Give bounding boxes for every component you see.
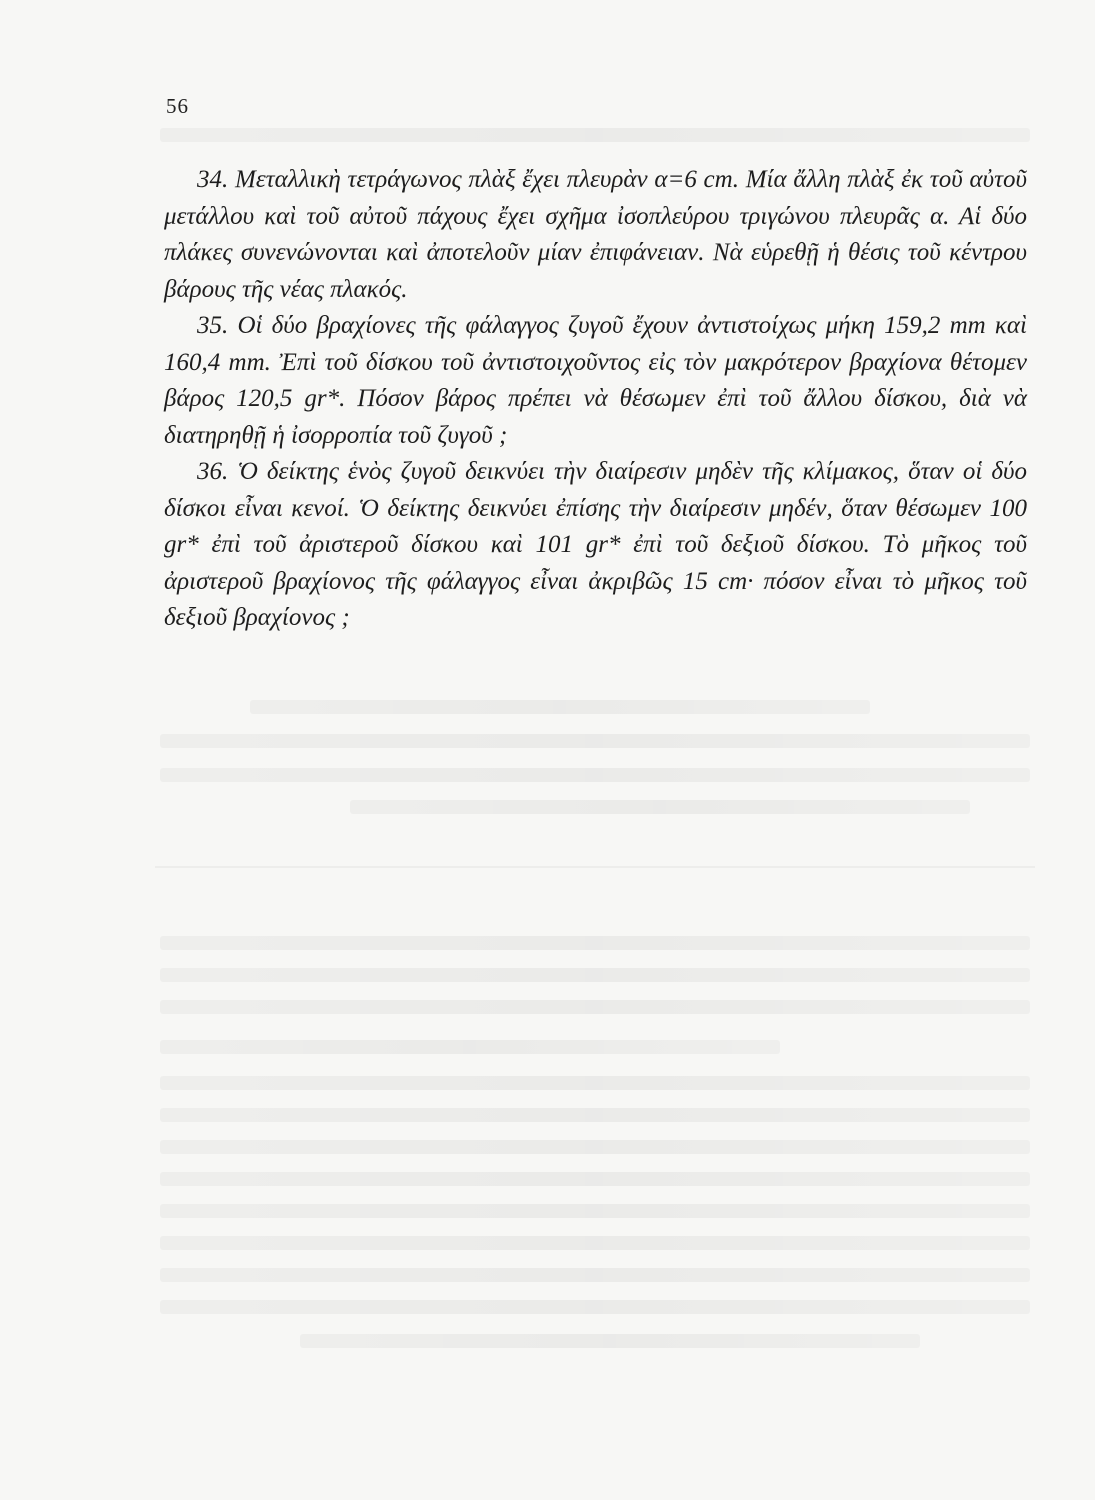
- problem-35: [164, 308, 1027, 454]
- show-through-line: [160, 1108, 1030, 1122]
- show-through-line: [350, 800, 970, 814]
- problem-number: 36.: [197, 458, 229, 485]
- problem-number: 34.: [197, 166, 229, 193]
- show-through-line: [160, 968, 1030, 982]
- problem-number: 35.: [197, 312, 229, 339]
- problem-36: [164, 454, 1027, 637]
- page-number: 56: [166, 94, 189, 118]
- show-through-line: [160, 1076, 1030, 1090]
- show-through-line: [300, 1334, 920, 1348]
- show-through-line: [160, 1040, 780, 1054]
- problem-text: Μεταλλικὴ τετράγωνος πλὰξ ἔχει πλευρὰν α=6 cm. Μία ἄλλη πλὰξ ἐκ τοῦ αὐτοῦ μετάλλου καὶ τοῦ αὐτοῦ πάχους ἔχει σχῆμα ἰσοπλεύρου τριγώνου πλευρᾶς α. Αἱ δύο πλάκες συνενώνονται καὶ ἀποτελοῦν μίαν ἐπιφάνειαν. Νὰ εὑρεθῇ ἡ θέσις τοῦ κέντρου βάρους τῆς νέας πλακός.: [164, 166, 1027, 303]
- show-through-line: [160, 1172, 1030, 1186]
- show-through-line: [160, 1300, 1030, 1314]
- show-through-line: [160, 1000, 1030, 1014]
- show-through-line: [160, 128, 1030, 142]
- show-through-line: [250, 700, 870, 714]
- problem-text: Ὁ δείκτης ἑνὸς ζυγοῦ δεικνύει τὴν διαίρεσιν μηδὲν τῆς κλίμακος, ὅταν οἱ δύο δίσκοι εἶναι κενοί. Ὁ δείκτης δεικνύει ἐπίσης τὴν διαίρεσιν μηδέν, ὅταν θέσωμεν 100 gr* ἐπὶ τοῦ ἀριστεροῦ δίσκου καὶ 101 gr* ἐπὶ τοῦ δεξιοῦ δίσκου. Τὸ μῆκος τοῦ ἀριστεροῦ βραχίονος τῆς φάλαγγος εἶναι ἀκριβῶς 15 cm· πόσον εἶναι τὸ μῆκος τοῦ δεξιοῦ βραχίονος ;: [164, 458, 1027, 631]
- show-through-line: [160, 1140, 1030, 1154]
- show-through-line: [160, 936, 1030, 950]
- problem-list: [164, 162, 1027, 637]
- show-through-line: [160, 768, 1030, 782]
- problem-34: [164, 162, 1027, 308]
- show-through-line: [160, 1268, 1030, 1282]
- show-through-line: [160, 1204, 1030, 1218]
- show-through-line: [160, 1236, 1030, 1250]
- show-through-line: [160, 734, 1030, 748]
- show-through-rule: [155, 866, 1035, 868]
- problem-text: Οἱ δύο βραχίονες τῆς φάλαγγος ζυγοῦ ἔχουν ἀντιστοίχως μήκη 159,2 mm καὶ 160,4 mm. Ἐπὶ τοῦ δίσκου τοῦ ἀντιστοιχοῦντος εἰς τὸν μακρότερον βραχίονα θέτομεν βάρος 120,5 gr*. Πόσον βάρος πρέπει νὰ θέσωμεν ἐπὶ τοῦ ἄλλου δίσκου, διὰ νὰ διατηρηθῇ ἡ ἰσορροπία τοῦ ζυγοῦ ;: [164, 312, 1027, 449]
